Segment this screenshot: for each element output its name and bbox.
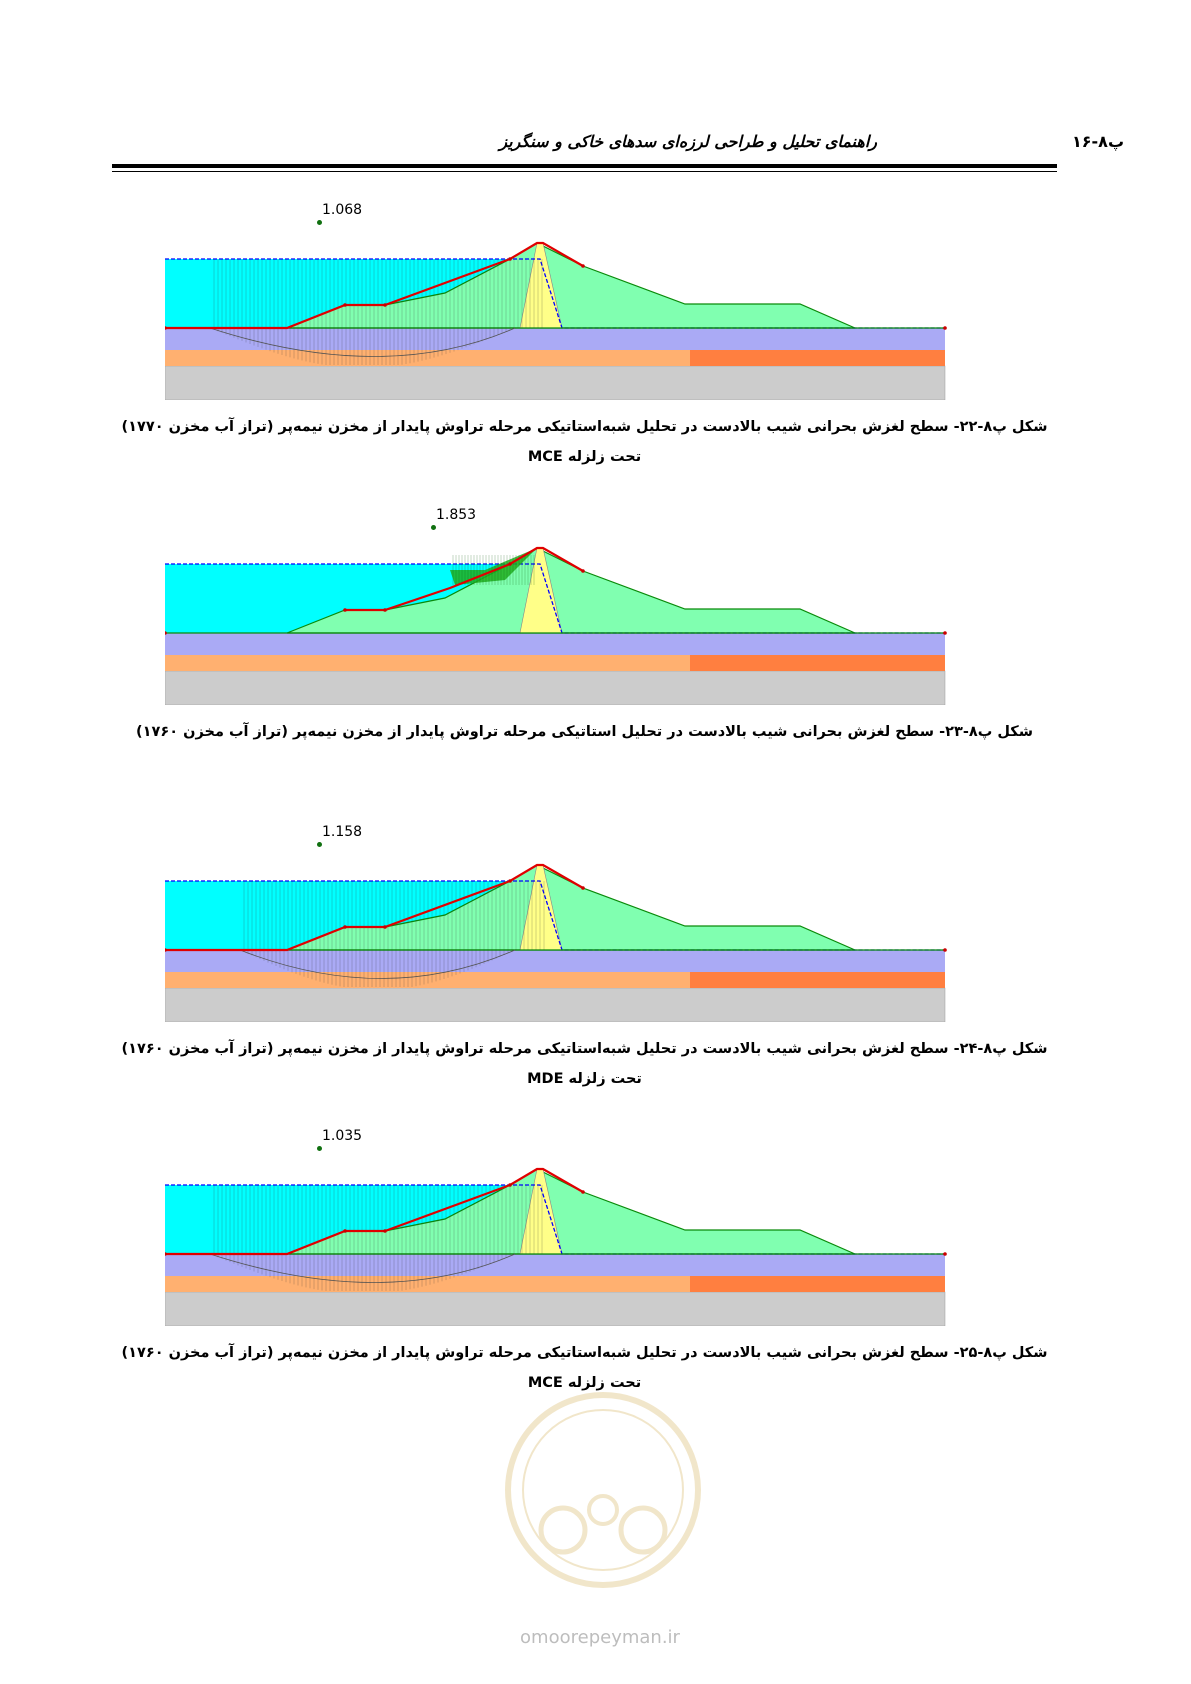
point-marker [581,264,585,268]
factor-of-safety: 1.158 [322,824,363,840]
point-marker [343,925,347,929]
figure-4-caption [112,1338,1057,1398]
point-marker [508,879,512,883]
figure-3 [165,822,1025,1022]
caption-line-2: تحت زلزله MDE [527,1071,642,1087]
point-marker [383,1229,387,1233]
point-marker [581,569,585,573]
point-marker [943,948,947,952]
bedrock-layer [165,366,945,400]
bedrock-layer [165,988,945,1022]
header-rule-thin [112,171,1057,172]
figure-2-caption [112,717,1057,747]
point-marker [508,1183,512,1187]
point-marker [943,326,947,330]
bedrock-layer [165,1292,945,1326]
factor-of-safety: 1.853 [436,507,477,523]
watermark-seal-logo [478,1390,728,1590]
figure-1 [165,200,1025,400]
header-rule-thick [112,164,1057,168]
caption-line-1: شکل پ۸-۲۳- سطح لغزش بحرانی شیب بالادست در تحلیل استاتیکی مرحله تراوش پایدار از مخزن نیمه‌پر (تراز آب مخزن ۱۷۶۰) [136,724,1033,740]
foundation-orange-layer [165,655,690,671]
foundation-dark-orange-layer [690,350,945,366]
dam-section-diagram [165,505,1025,705]
point-marker [581,1190,585,1194]
factor-of-safety: 1.035 [322,1128,363,1144]
foundation-dark-orange-layer [690,655,945,671]
foundation-upper-layer [165,633,945,655]
figure-3-caption [112,1034,1057,1094]
figure-1-caption [112,412,1057,472]
foundation-orange-layer [165,972,690,988]
caption-line-2: تحت زلزله MCE [527,1375,642,1391]
caption-line-1: شکل پ۸-۲۴- سطح لغزش بحرانی شیب بالادست در تحلیل شبه‌استاتیکی مرحله تراوش پایدار از مخزن نیمه‌پر (تراز آب مخزن ۱۷۶۰) [121,1041,1048,1057]
header-title: راهنمای تحلیل و طراحی لرزه‌ای سدهای خاکی و سنگریز [499,132,877,151]
point-marker [383,303,387,307]
watermark-text: omoorepeyman.ir [520,1627,680,1648]
point-marker [383,925,387,929]
page-number: پ۸-۱۶ [1072,132,1125,151]
bedrock-layer [165,671,945,705]
figure-2 [165,505,1025,705]
foundation-dark-orange-layer [690,1276,945,1292]
foundation-dark-orange-layer [690,972,945,988]
dam-section-diagram [165,200,1025,400]
caption-line-2: تحت زلزله MCE [527,449,642,465]
point-marker [943,631,947,635]
dam-section-diagram [165,822,1025,1022]
point-marker [508,257,512,261]
point-marker [343,608,347,612]
caption-line-1: شکل پ۸-۲۲- سطح لغزش بحرانی شیب بالادست در تحلیل شبه‌استاتیکی مرحله تراوش پایدار از مخزن نیمه‌پر (تراز آب مخزن ۱۷۷۰) [121,419,1048,435]
factor-of-safety: 1.068 [322,202,363,218]
point-marker [343,303,347,307]
foundation-upper-layer [165,950,945,972]
dam-section-diagram [165,1126,1025,1326]
point-marker [581,886,585,890]
point-marker [343,1229,347,1233]
point-marker [943,1252,947,1256]
page-header [112,128,1125,164]
caption-line-1: شکل پ۸-۲۵- سطح لغزش بحرانی شیب بالادست در تحلیل شبه‌استاتیکی مرحله تراوش پایدار از مخزن نیمه‌پر (تراز آب مخزن ۱۷۶۰) [121,1345,1048,1361]
figure-4 [165,1126,1025,1326]
point-marker [383,608,387,612]
point-marker [508,562,512,566]
